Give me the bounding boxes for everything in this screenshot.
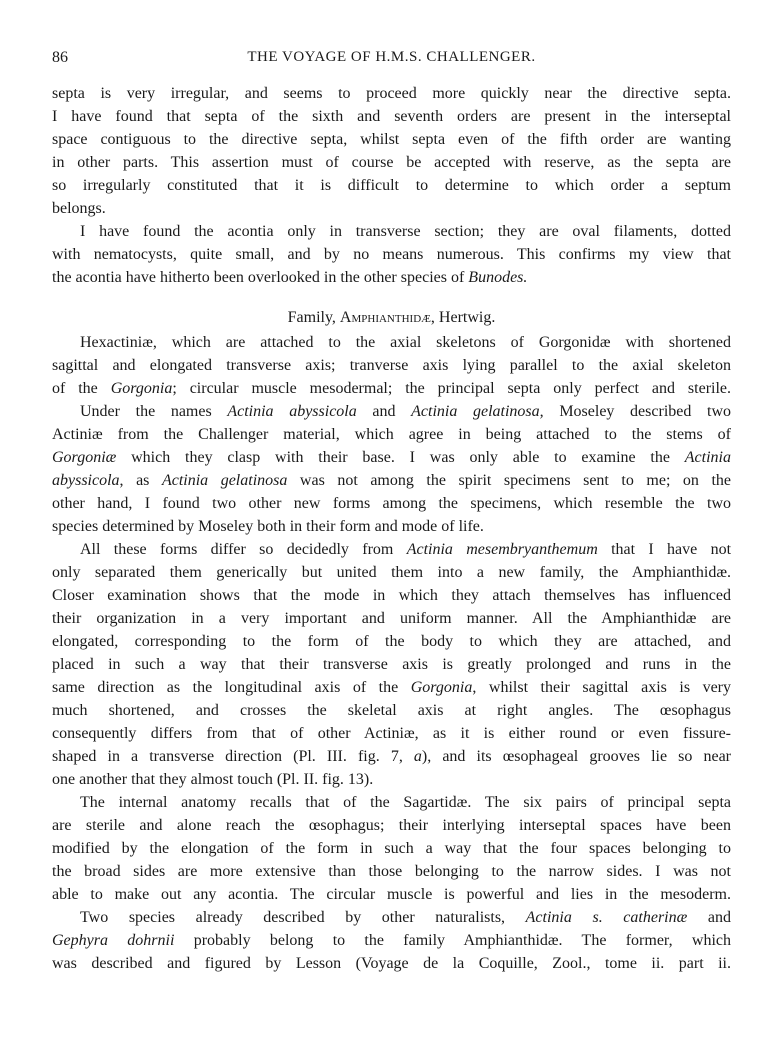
text-line <box>52 561 731 584</box>
body-text <box>52 82 731 975</box>
text-segment: their organization in a very important and uniform manner. All the Amphianthidæ are <box>52 610 731 627</box>
italic-text: Actinia mesembryanthemum <box>406 541 598 558</box>
text-line <box>52 266 731 289</box>
text-line <box>52 400 731 423</box>
text-line <box>52 814 731 837</box>
text-segment: ), and its œsophageal grooves lie so near <box>421 748 731 765</box>
text-line <box>52 745 731 768</box>
text-segment: and <box>687 909 731 926</box>
text-segment: space contiguous to the directive septa, whilst septa even of the fifth order are wanting <box>52 131 731 148</box>
text-line <box>52 128 731 151</box>
text-segment: Actiniæ from the Challenger material, which agree in being attached to the stems of <box>52 426 731 443</box>
text-segment: probably belong to the family Amphianthidæ. The former, which <box>174 932 732 949</box>
text-line <box>52 952 731 975</box>
text-line <box>52 469 731 492</box>
text-segment: Hexactiniæ, which are attached to the axial skeletons of Gorgonidæ with shortened <box>80 334 731 351</box>
text-line <box>52 243 731 266</box>
text-segment: that I have not <box>597 541 732 558</box>
text-line <box>52 837 731 860</box>
text-segment: so irregularly constituted that it is difficult to determine to which order a septum <box>52 177 731 194</box>
text-segment: shaped in a transverse direction (Pl. III. fig. 7, <box>52 748 414 765</box>
text-segment: septa is very irregular, and seems to proceed more quickly near the directive septa. <box>52 85 731 102</box>
text-segment: which they clasp with their base. I was only able to examine the <box>116 449 685 466</box>
text-segment: much shortened, and crosses the skeletal axis at right angles. The œsophagus <box>52 702 731 719</box>
italic-text: Actinia gelatinosa, <box>411 403 544 420</box>
text-segment: I have found that septa of the sixth and seventh orders are present in the interseptal <box>52 108 731 125</box>
text-line <box>52 515 731 538</box>
text-segment: only separated them generically but united them into a new family, the Amphianthidæ. <box>52 564 731 581</box>
text-line <box>52 423 731 446</box>
small-caps-text: Amphianthidæ <box>339 309 431 326</box>
text-line <box>52 607 731 630</box>
running-title: THE VOYAGE OF H.M.S. CHALLENGER. <box>247 49 536 65</box>
text-line <box>52 906 731 929</box>
italic-text: Gephyra dohrnii <box>52 932 175 949</box>
text-line <box>52 197 731 220</box>
text-segment: species determined by Moseley both in their form and mode of life. <box>52 518 484 535</box>
text-line <box>52 768 731 791</box>
text-line <box>52 377 731 400</box>
text-segment: Moseley described two <box>543 403 732 420</box>
text-segment: the broad sides are more extensive than those belonging to the narrow sides. I was not <box>52 863 731 880</box>
text-segment: and <box>356 403 412 420</box>
text-segment: , whilst their sagittal axis is very <box>472 679 731 696</box>
text-line <box>52 492 731 515</box>
text-segment: I have found the acontia only in transverse section; they are oval filaments, dotted <box>80 223 731 240</box>
text-line <box>52 699 731 722</box>
text-segment: Closer examination shows that the mode in which they attach themselves has influenced <box>52 587 731 604</box>
text-line <box>52 331 731 354</box>
text-segment: in other parts. This assertion must of course be accepted with reserve, as the septa are <box>52 154 731 171</box>
italic-text: Gorgonia <box>110 380 173 397</box>
text-line <box>52 653 731 676</box>
text-line <box>52 354 731 377</box>
text-segment: Under the names <box>80 403 228 420</box>
text-segment: , as <box>119 472 162 489</box>
text-segment: consequently differs from that of other Actiniæ, as it is either round or even fissure- <box>52 725 731 742</box>
text-segment: The internal anatomy recalls that of the Sagartidæ. The six pairs of principal septa <box>80 794 731 811</box>
text-segment: Family, <box>287 309 340 326</box>
text-segment: All these forms differ so decidedly from <box>80 541 407 558</box>
italic-text: Gorgoniæ <box>52 449 117 466</box>
text-segment: with nematocysts, quite small, and by no means numerous. This confirms my view that <box>52 246 731 263</box>
text-line <box>52 883 731 906</box>
text-segment: of the <box>52 380 111 397</box>
text-segment: sagittal and elongated transverse axis; tranverse axis lying parallel to the axial skeleton <box>52 357 731 374</box>
text-line <box>52 860 731 883</box>
page-number: 86 <box>52 49 68 66</box>
text-segment: elongated, corresponding to the form of the body to which they are attached, and <box>52 633 731 650</box>
text-line <box>52 446 731 469</box>
text-segment: was described and figured by Lesson (Voyage de la Coquille, Zool., tome ii. part ii. <box>52 955 731 972</box>
text-segment: able to make out any acontia. The circular muscle is powerful and lies in the mesoderm. <box>52 886 731 903</box>
text-segment: modified by the elongation of the form in such a way that the four spaces belonging to <box>52 840 731 857</box>
italic-text: Actinia s. catherinæ <box>525 909 688 926</box>
text-line <box>52 676 731 699</box>
text-segment: Two species already described by other naturalists, <box>80 909 526 926</box>
running-header <box>52 46 731 69</box>
italic-text: abyssicola <box>52 472 120 489</box>
text-segment: one another that they almost touch (Pl. II. fig. 13). <box>52 771 374 788</box>
text-segment: ; circular muscle mesodermal; the principal septa only perfect and sterile. <box>172 380 732 397</box>
section-heading <box>52 306 731 329</box>
text-segment: other hand, I found two other new forms among the specimens, which resemble the two <box>52 495 731 512</box>
text-line <box>52 584 731 607</box>
text-line <box>52 151 731 174</box>
text-line <box>52 220 731 243</box>
text-segment: the acontia have hitherto been overlooked in the other species of <box>52 269 469 286</box>
text-segment: belongs. <box>52 200 106 217</box>
text-line <box>52 929 731 952</box>
text-segment: placed in such a way that their transverse axis is greatly prolonged and runs in the <box>52 656 731 673</box>
text-line <box>52 538 731 561</box>
italic-text: Actinia <box>684 449 731 466</box>
italic-text: Actinia abyssicola <box>227 403 357 420</box>
text-line <box>52 174 731 197</box>
italic-text: Gorgonia <box>410 679 473 696</box>
text-line <box>52 630 731 653</box>
text-line <box>52 791 731 814</box>
text-line <box>52 722 731 745</box>
text-line <box>52 82 731 105</box>
italic-text: Actinia gelatinosa <box>161 472 288 489</box>
text-line <box>52 105 731 128</box>
text-segment: same direction as the longitudinal axis of the <box>52 679 411 696</box>
italic-text: a <box>413 748 422 765</box>
text-segment: was not among the spirit specimens sent to me; on the <box>287 472 732 489</box>
italic-text: Bunodes. <box>468 269 528 286</box>
text-segment: are sterile and alone reach the œsophagus; their interlying interseptal spaces have been <box>52 817 731 834</box>
text-segment: , Hertwig. <box>430 309 496 326</box>
